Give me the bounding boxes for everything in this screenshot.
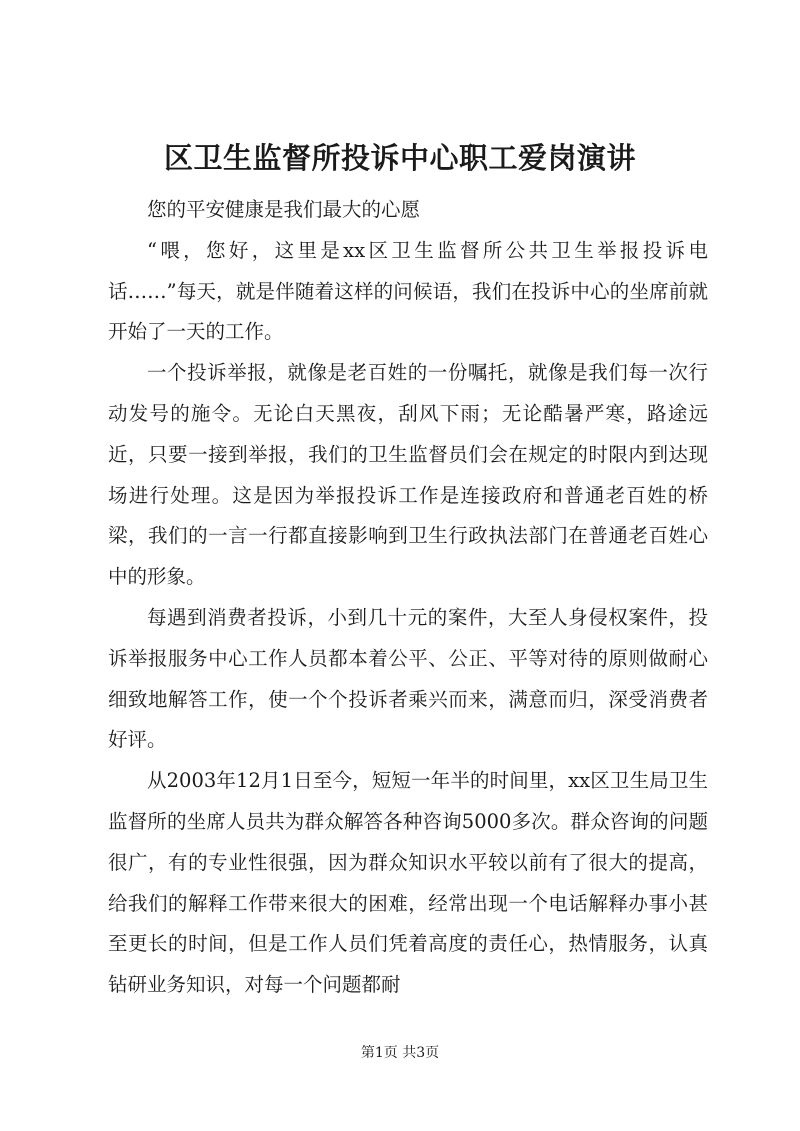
document-body: [108, 190, 708, 1006]
paragraph: 从2003年12月1日至今，短短一年半的时间里，xx区卫生局卫生监督所的坐席人员共为群众解答各种咨询5000多次。群众咨询的问题很广，有的专业性很强，因为群众知识水平较以前有了很大的提高，给我们的解释工作带来很大的困难，经常出现一个电话解释办事小甚至更长的时间，但是工作人员们凭着高度的责任心，热情服务，认真钻研业务知识，对每一个问题都耐: [108, 769, 708, 997]
paragraph: “喂，您好，这里是xx区卫生监督所公共卫生举报投诉电话……”每天，就是伴随着这样的问候语，我们在投诉中心的坐席前就开始了一天的工作。: [108, 238, 708, 344]
paragraph-subtitle: 您的平安健康是我们最大的心愿: [147, 198, 421, 221]
paragraph: 一个投诉举报，就像是老百姓的一份嘱托，就像是我们每一次行动发号的施令。无论白天黑夜，刮风下雨；无论酷暑严寒，路途远近，只要一接到举报，我们的卫生监督员们会在规定的时限内到达现场进行处理。这是因为举报投诉工作是连接政府和普通老百姓的桥梁，我们的一言一行都直接影响到卫生行政执法部门在普通老百姓心中的形象。: [108, 361, 708, 589]
document-title: 区卫生监督所投诉中心职工爱岗演讲: [163, 141, 636, 175]
page-footer: 第1页 共3页: [360, 1045, 440, 1061]
paragraph: 每遇到消费者投诉，小到几十元的案件，大至人身侵权案件，投诉举报服务中心工作人员都本着公平、公正、平等对待的原则做耐心细致地解答工作，使一个个投诉者乘兴而来，满意而归，深受消费者好评。: [108, 605, 708, 752]
